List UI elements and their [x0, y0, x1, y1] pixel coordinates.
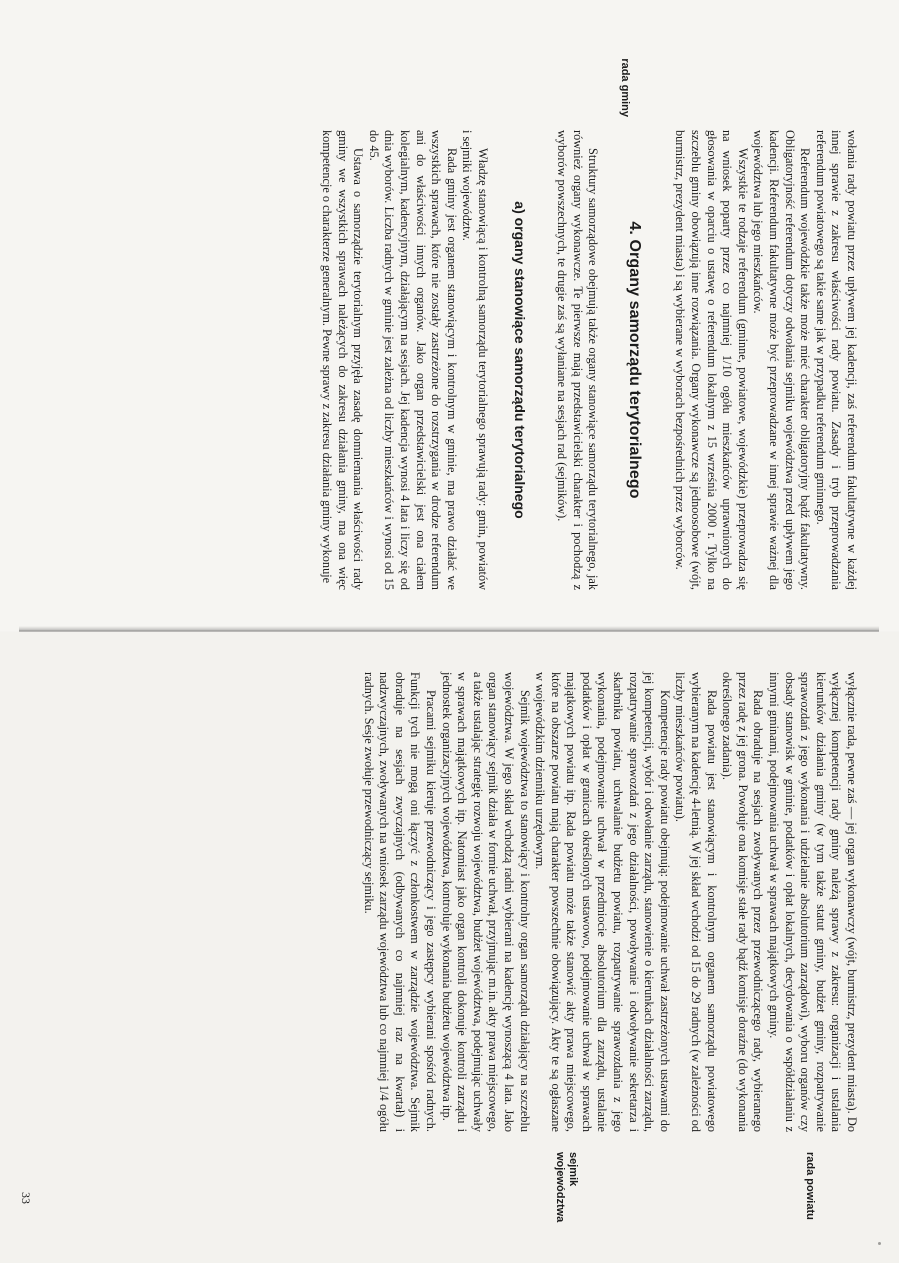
chapter-title: 4. Organy samorządu terytorialnego [625, 221, 643, 499]
section-title: a) organy stanowiące samorządu terytorialnego [512, 201, 529, 519]
left-text-column [318, 130, 859, 590]
right-text-column [360, 672, 859, 1132]
paragraph: Kompetencje rady powiatu obejmują: podejmowanie uchwał zastrzeżonych ustawami do jej kompetencji, wybór i odwołanie zarządu, stanowienie o kierunkach działalności zarządu, rozpatrywanie sprawozdań z jego działalności, powoływanie i odwoływanie sekretarza i skarbnika powiatu, uchwalanie budżetu powiatu, rozpatrywanie sprawozdania z jego wykonania, podejmowanie uchwał w przedmiocie absolutorium dla zarządu, ustalanie podatków i opłat w granicach określonych ustawowo, podejmowanie uchwał w sprawach majątkowych powiatu itp. Rada powiatu może także stanowić akty prawa miejscowego, które na obszarze powiatu mają charakter powszechnie obowiązujący. Akty te są ogłaszane w wojewódzkim dzienniku urzędowym. [533, 672, 672, 1132]
paragraph: Sejmik województwa to stanowiący i kontrolny organ samorządu działający na szczeblu województwa. W jego skład wchodzą radni wybierani na kadencję wynoszącą 4 lata. Jako organ stanowiący sejmik działa w formie uchwał, przyjmując m.in. akty prawa miejscowego, a także ustalając strategię rozwoju województwa, budżet województwa, podejmując uchwały w sprawach majątkowych itp. Natomiast jako organ kontroli dokonuje kontroli zarządu i jednostek organizacyjnych województwa, kontroluje wykonania budżetu województwa itp. [439, 672, 532, 1132]
scan-speck [878, 1242, 881, 1245]
paragraph: Referendum wojewódzkie także może mieć charakter obligatoryjny bądź fakultatywny. Obligatoryjność referendum dotyczy odwołania sejmiku województwa przed upływem jego kadencji. Referendum fakultatywne może być przeprowadzane w innej sprawie ważnej dla województwa lub jego mieszkańców. [751, 130, 813, 590]
page-number: 33 [19, 1192, 33, 1204]
right-page [0, 632, 899, 1263]
margin-note-line: województwa [554, 1152, 566, 1223]
paragraph: Ustawa o samorządzie terytorialnym przyjęła zasadę domniemania właściwości rady gminy we wszystkich sprawach należących do zakresu działania gminy, ma ona więc kompetencje o charakterze generalnym. Pewne sprawy z zakresu działania gminy wykonuje [319, 130, 366, 590]
paragraph: wołania rady powiatu przez upływem jej kadencji, zaś referendum fakultatywne w każdej innej sprawie z zakresu właściwości rady powiatu. Zasady i tryb przeprowadzania referendum powiatowego są takie same jak w przypadku referendum gminnego. [813, 130, 859, 590]
paragraph: Rada obraduje na sesjach zwoływanych przez przewodniczącego rady, wybieranego przez radę z jej grona. Powołuje ona komisje stałe rady bądź komisje doraźne (do wykonania określonego zadania). [720, 672, 766, 1132]
paragraph: Rada gminy jest organem stanowiącym i kontrolnym w gminie, ma prawo działać we wszystkich sprawach, które nie zostały zastrzeżone do rozstrzygania w drodze referendum ani do właściwości innych organów. Jako organ przedstawicielski jest ona ciałem kolegialnym, kadencyjnym, działającym na sesjach. Jej kadencja wynosi 4 lata i liczy się od dnia wyborów. Liczba radnych w gminie jest zależna od liczby mieszkańców i wynosi od 15 do 45. [366, 130, 459, 590]
paragraph: Pracami sejmiku kieruje przewodniczący i jego zastępcy wybierani spośród radnych. Funkcji tych nie mogą oni łączyć z członkostwem w zarządzie województwa. Sejmik obraduje na sesjach zwyczajnych (odbywanych co najmniej raz na kwartał) i nadzwyczajnych, zwoływanych na wniosek zarządu województwa lub co najmniej 1/4 ogółu radnych. Sesje zwołuje przewodniczący sejmiku. [361, 672, 438, 1132]
margin-note-rada-powiatu: rada powiatu [804, 1152, 816, 1220]
paragraph: wyłącznie rada, pewne zaś — jej organ wykonawczy (wójt, burmistrz, prezydent miasta). Do wyłącznej kompetencji rady gminy należą sprawy z zakresu: organizacji i ustalania kierunków działania gminy (w tym także statut gminy, budżet gminy, rozpatrywanie sprawozdań z jego wykonania i udzielanie absolutorium zarządowi), wyboru organów czy obsady stanowisk w gminie, podatków i opłat lokalnych, decydowania o współdziałaniu z innymi gminami, podejmowania uchwał w sprawach majątkowych gminy. [767, 672, 859, 1132]
left-page [0, 0, 899, 631]
margin-note-rada-gminy: rada gminy [619, 58, 631, 117]
paragraph: Władzę stanowiącą i kontrolną samorządu terytorialnego sprawują rady: gmin, powiatów i sejmiki województw. [460, 130, 490, 590]
paragraph: Wszystkie te rodzaje referendum (gminne, powiatowe, wojewódzkie) przeprowadza się na wniosek poparty przez co najmniej 1/10 ogółu mieszkańców uprawnionych do głosowania w oparciu o ustawę o referendum lokalnym z 15 września 2000 r. Tylko na szczeblu gminy obowiązują inne rozwiązania. Organy wykonawcze są jednoosobowe (wójt, burmistrz, prezydent miasta) i są wybierane w wyborach bezpośrednich przez wyborców. [673, 130, 750, 590]
paragraph: Rada powiatu jest stanowiącym i kontrolnym organem samorządu powiatowego wybieranym na kadencję 4-letnią. W jej skład wchodzi od 15 do 29 radnych (w zależności od liczby mieszkańców powiatu). [673, 672, 719, 1132]
margin-note-line: sejmik [567, 1152, 579, 1187]
margin-note-sejmik-wojewodztwa [553, 1152, 579, 1252]
paragraph: Struktury samorządowe obejmują także organy stanowiące samorządu terytorialnego, jak również organy wykonawcze. Te pierwsze mają przedstawicielski charakter i pochodzą z wyborów powszechnych, te drugie zaś są wyłaniane na sesjach rad (sejmików). [555, 130, 601, 590]
